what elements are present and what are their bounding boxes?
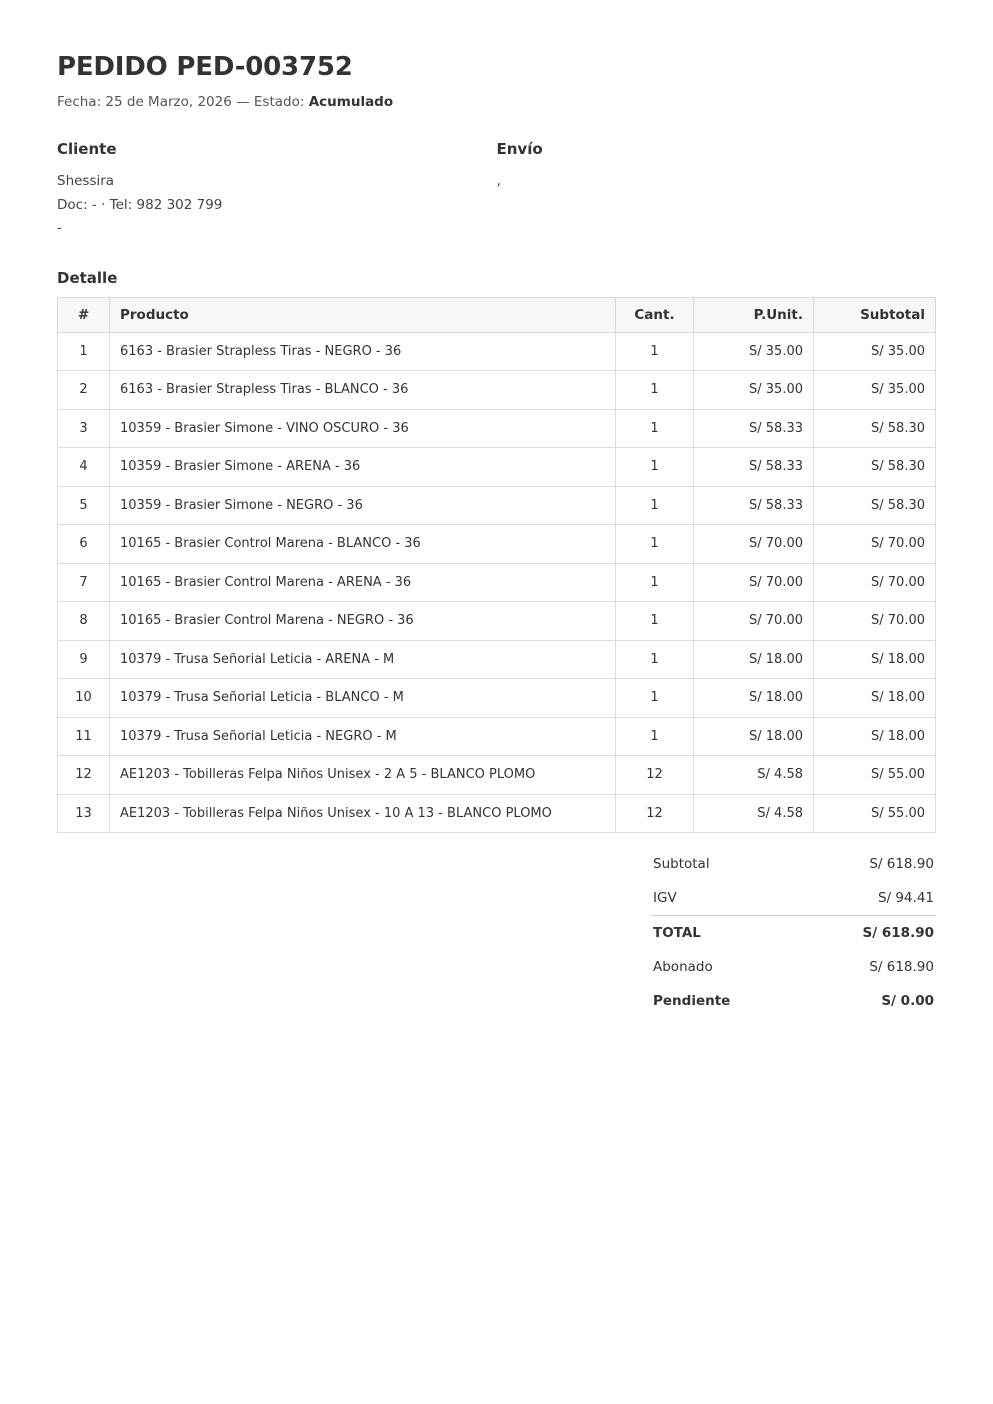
totals-row-subtotal <box>651 847 936 881</box>
cell-index: 8 <box>58 602 110 641</box>
cell-subtotal: S/ 18.00 <box>814 717 936 756</box>
cell-product: 10165 - Brasier Control Marena - ARENA - 36 <box>110 563 616 602</box>
total-value: S/ 618.90 <box>862 925 934 942</box>
totals-row-paid <box>651 950 936 984</box>
cell-product: 10165 - Brasier Control Marena - BLANCO - 36 <box>110 525 616 564</box>
customer-doc-phone: Doc: - · Tel: 982 302 799 <box>57 196 223 213</box>
cell-unit: S/ 35.00 <box>694 371 814 410</box>
cell-product: AE1203 - Tobilleras Felpa Niños Unisex - 10 A 13 - BLANCO PLOMO <box>110 794 616 833</box>
totals-row-total <box>651 916 936 951</box>
subtotal-label: Subtotal <box>653 856 710 873</box>
cell-qty: 1 <box>616 486 694 525</box>
cell-unit: S/ 4.58 <box>694 756 814 795</box>
totals-row-pending <box>651 984 936 1018</box>
customer-block <box>57 140 497 241</box>
cell-unit: S/ 70.00 <box>694 563 814 602</box>
detail-table <box>57 297 936 834</box>
cell-product: 6163 - Brasier Strapless Tiras - NEGRO - 36 <box>110 332 616 371</box>
customer-name: Shessira <box>57 173 115 189</box>
column-header-unit: P.Unit. <box>694 297 814 332</box>
table-row <box>58 332 936 371</box>
cell-index: 5 <box>58 486 110 525</box>
table-row <box>58 486 936 525</box>
igv-value: S/ 94.41 <box>799 881 936 916</box>
cell-product: 10379 - Trusa Señorial Leticia - ARENA - M <box>110 640 616 679</box>
table-header-row <box>58 297 936 332</box>
cell-index: 13 <box>58 794 110 833</box>
cell-index: 6 <box>58 525 110 564</box>
cell-index: 12 <box>58 756 110 795</box>
page-title: PEDIDO PED-003752 <box>57 52 353 82</box>
cell-unit: S/ 70.00 <box>694 602 814 641</box>
cell-qty: 1 <box>616 409 694 448</box>
cell-subtotal: S/ 58.30 <box>814 409 936 448</box>
column-header-index: # <box>58 297 110 332</box>
cell-product: 10359 - Brasier Simone - NEGRO - 36 <box>110 486 616 525</box>
pending-label: Pendiente <box>653 993 731 1010</box>
cell-subtotal: S/ 70.00 <box>814 602 936 641</box>
cell-qty: 1 <box>616 602 694 641</box>
cell-unit: S/ 35.00 <box>694 332 814 371</box>
cell-qty: 1 <box>616 371 694 410</box>
detail-heading: Detalle <box>57 268 118 287</box>
cell-product: 10379 - Trusa Señorial Leticia - BLANCO - M <box>110 679 616 718</box>
cell-unit: S/ 70.00 <box>694 525 814 564</box>
table-row <box>58 756 936 795</box>
status-badge: Acumulado <box>308 94 394 110</box>
cell-product: 6163 - Brasier Strapless Tiras - BLANCO - 36 <box>110 371 616 410</box>
cell-qty: 1 <box>616 448 694 487</box>
pending-value: S/ 0.00 <box>881 993 934 1010</box>
table-row <box>58 679 936 718</box>
cell-index: 4 <box>58 448 110 487</box>
cell-qty: 1 <box>616 640 694 679</box>
shipping-address: , <box>496 173 501 189</box>
table-row <box>58 371 936 410</box>
cell-index: 1 <box>58 332 110 371</box>
cell-product: 10379 - Trusa Señorial Leticia - NEGRO - M <box>110 717 616 756</box>
cell-product: 10165 - Brasier Control Marena - NEGRO - 36 <box>110 602 616 641</box>
table-row <box>58 525 936 564</box>
cell-subtotal: S/ 35.00 <box>814 371 936 410</box>
column-header-product: Producto <box>110 297 616 332</box>
cell-index: 7 <box>58 563 110 602</box>
cell-index: 9 <box>58 640 110 679</box>
cell-unit: S/ 18.00 <box>694 717 814 756</box>
cell-index: 11 <box>58 717 110 756</box>
column-header-subtotal: Subtotal <box>814 297 936 332</box>
table-row <box>58 602 936 641</box>
total-label: TOTAL <box>653 925 701 942</box>
customer-extra: - <box>57 220 62 237</box>
table-row <box>58 794 936 833</box>
parties-section <box>57 140 936 241</box>
cell-subtotal: S/ 55.00 <box>814 794 936 833</box>
document-meta <box>57 94 936 110</box>
cell-product: AE1203 - Tobilleras Felpa Niños Unisex - 2 A 5 - BLANCO PLOMO <box>110 756 616 795</box>
paid-label: Abonado <box>653 959 713 976</box>
cell-unit: S/ 58.33 <box>694 486 814 525</box>
customer-heading: Cliente <box>57 140 117 158</box>
totals-section <box>57 847 936 1018</box>
table-row <box>58 640 936 679</box>
cell-unit: S/ 4.58 <box>694 794 814 833</box>
cell-qty: 1 <box>616 525 694 564</box>
paid-value: S/ 618.90 <box>869 959 934 976</box>
cell-subtotal: S/ 55.00 <box>814 756 936 795</box>
cell-unit: S/ 58.33 <box>694 409 814 448</box>
cell-index: 3 <box>58 409 110 448</box>
cell-qty: 1 <box>616 717 694 756</box>
totals-table <box>651 847 936 1018</box>
cell-subtotal: S/ 70.00 <box>814 563 936 602</box>
cell-subtotal: S/ 18.00 <box>814 640 936 679</box>
cell-index: 10 <box>58 679 110 718</box>
cell-product: 10359 - Brasier Simone - ARENA - 36 <box>110 448 616 487</box>
cell-subtotal: S/ 70.00 <box>814 525 936 564</box>
cell-qty: 12 <box>616 756 694 795</box>
table-row <box>58 409 936 448</box>
cell-subtotal: S/ 18.00 <box>814 679 936 718</box>
cell-subtotal: S/ 58.30 <box>814 486 936 525</box>
cell-qty: 1 <box>616 679 694 718</box>
cell-subtotal: S/ 35.00 <box>814 332 936 371</box>
cell-index: 2 <box>58 371 110 410</box>
igv-label: IGV <box>651 881 799 916</box>
cell-unit: S/ 18.00 <box>694 640 814 679</box>
cell-qty: 12 <box>616 794 694 833</box>
column-header-qty: Cant. <box>616 297 694 332</box>
cell-subtotal: S/ 58.30 <box>814 448 936 487</box>
table-row <box>58 448 936 487</box>
totals-row-igv <box>651 881 936 916</box>
cell-unit: S/ 58.33 <box>694 448 814 487</box>
document-date-label: Fecha: 25 de Marzo, 2026 — Estado: <box>57 94 309 110</box>
subtotal-value: S/ 618.90 <box>869 856 934 873</box>
cell-qty: 1 <box>616 563 694 602</box>
shipping-heading: Envío <box>496 140 543 158</box>
cell-product: 10359 - Brasier Simone - VINO OSCURO - 36 <box>110 409 616 448</box>
table-row <box>58 717 936 756</box>
cell-unit: S/ 18.00 <box>694 679 814 718</box>
cell-qty: 1 <box>616 332 694 371</box>
shipping-block <box>497 140 937 241</box>
table-row <box>58 563 936 602</box>
